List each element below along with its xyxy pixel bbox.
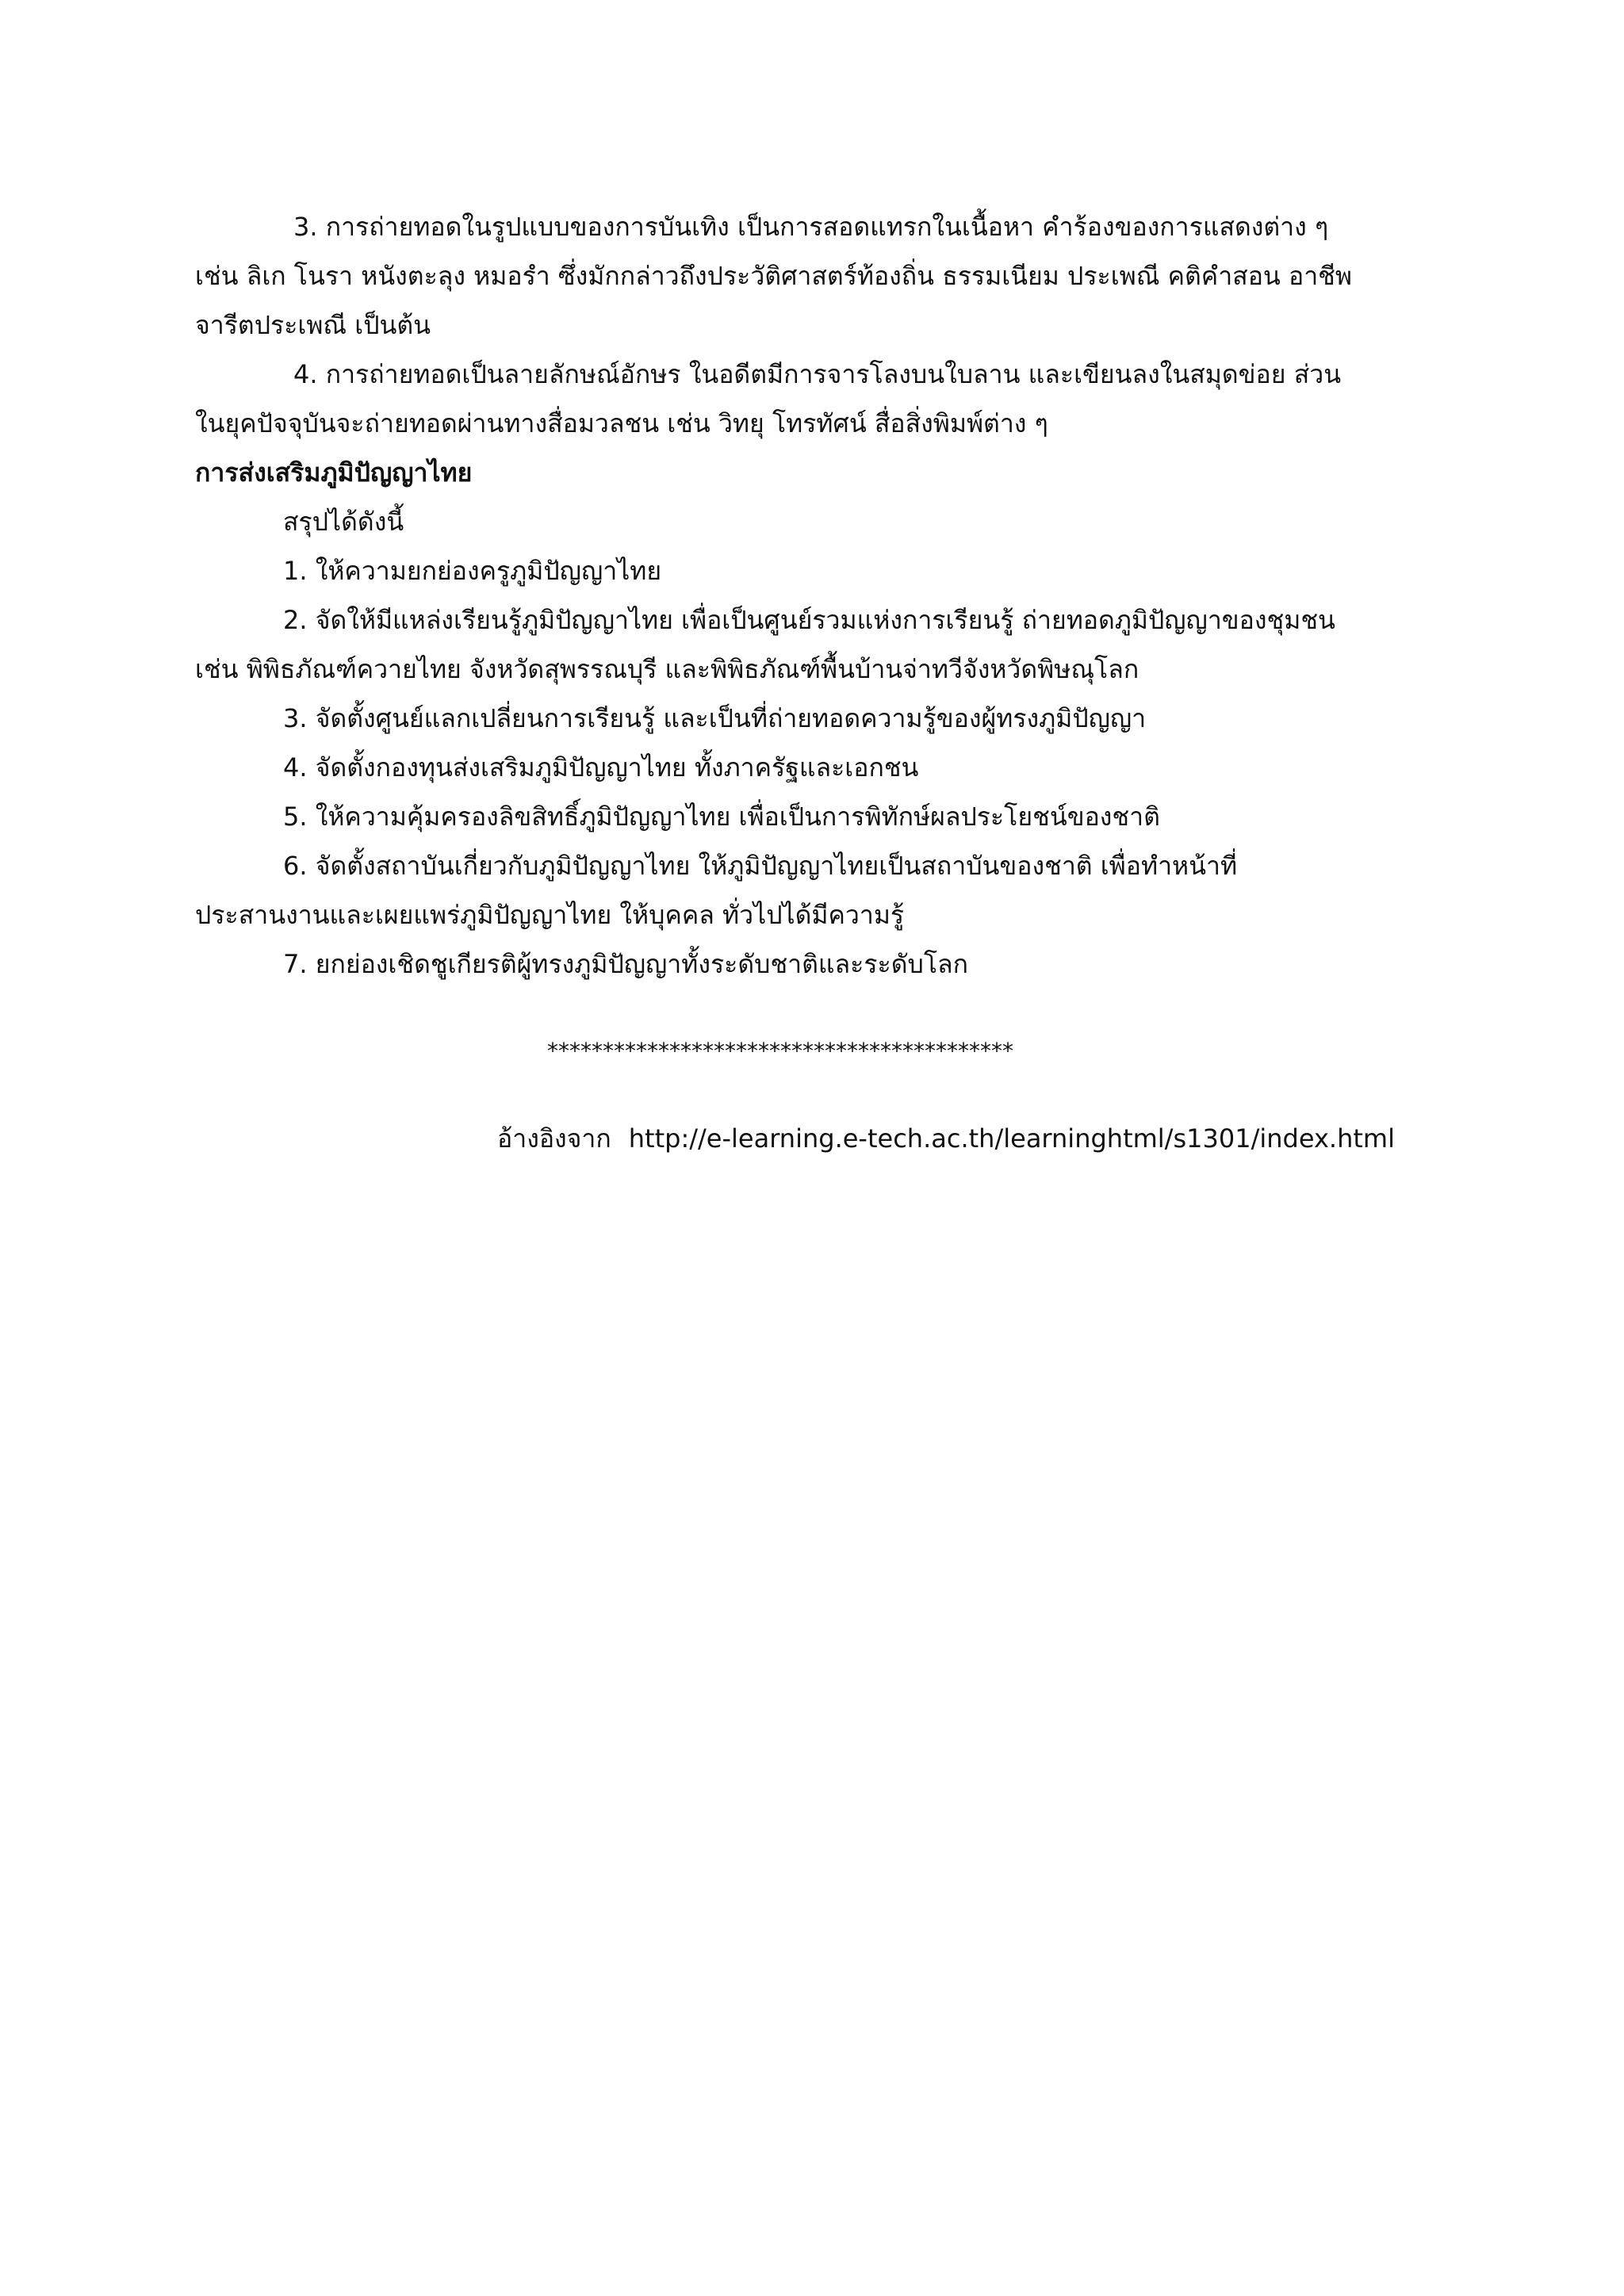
document-body (195, 202, 1444, 989)
promotion-item-3: 3. จัดตั้งศูนย์แลกเปลี่ยนการเรียนรู้ และเป็นที่ถ่ายทอดความรู้ของผู้ทรงภูมิปัญญา (283, 703, 1147, 733)
reference-label: อ้างอิงจาก (497, 1123, 611, 1154)
promotion-item-6-line-2: ประสานงานและเผยแพร่ภูมิปัญญาไทย ให้บุคคล ทั่วไปได้มีความรู้ (195, 900, 905, 930)
section-heading-promotion: การส่งเสริมภูมิปัญญาไทย (195, 457, 473, 488)
promotion-item-7: 7. ยกย่องเชิดชูเกียรติผู้ทรงภูมิปัญญาทั้งระดับชาติและระดับโลก (283, 949, 968, 979)
promotion-item-2 (195, 595, 1444, 694)
promotion-item-6 (195, 841, 1444, 939)
reference-url: http://e-learning.e-tech.ac.th/learninghtml/s1301/index.html (628, 1123, 1395, 1154)
promotion-item-6-line-1: 6. จัดตั้งสถาบันเกี่ยวกับภูมิปัญญาไทย ให้ภูมิปัญญาไทยเป็นสถาบันของชาติ เพื่อทำหน้าที่ (283, 851, 1238, 881)
promotion-item-5: 5. ให้ความคุ้มครองลิขสิทธิ์ภูมิปัญญาไทย เพื่อเป็นการพิทักษ์ผลประโยชน์ของชาติ (283, 802, 1160, 832)
transfer-item-4-line-1: 4. การถ่ายทอดเป็นลายลักษณ์อักษร ในอดีตมีการจารโลงบนใบลาน และเขียนลงในสมุดข่อย ส่วน (293, 359, 1342, 389)
promotion-item-1: 1. ให้ความยกย่องครูภูมิปัญญาไทย (283, 556, 662, 586)
promotion-item-2-line-1: 2. จัดให้มีแหล่งเรียนรู้ภูมิปัญญาไทย เพื่อเป็นศูนย์รวมแห่งการเรียนรู้ ถ่ายทอดภูมิปัญญาของชุมชน (283, 605, 1335, 635)
promotion-item-4: 4. จัดตั้งกองทุนส่งเสริมภูมิปัญญาไทย ทั้งภาครัฐและเอกชน (283, 752, 919, 783)
transfer-item-4-line-2: ในยุคปัจจุบันจะถ่ายทอดผ่านทางสื่อมวลชน เช่น วิทยุ โทรทัศน์ สื่อสิ่งพิมพ์ต่าง ๆ (195, 408, 1048, 438)
transfer-item-3-line-2: เช่น ลิเก โนรา หนังตะลุง หมอรำ ซึ่งมักกล่าวถึงประวัติศาสตร์ท้องถิ่น ธรรมเนียม ประเพณี คติคำสอน อาชีพ (195, 261, 1352, 291)
promotion-intro: สรุปได้ดังนี้ (283, 507, 404, 537)
transfer-item-3-line-3: จารีตประเพณี เป็นต้น (195, 310, 431, 340)
reference-line (497, 1114, 1395, 1163)
asterisk-divider: ****************************************** (547, 1038, 1013, 1064)
transfer-item-3 (195, 202, 1444, 350)
promotion-item-2-line-2: เช่น พิพิธภัณฑ์ควายไทย จังหวัดสุพรรณบุรี และพิพิธภัณฑ์พื้นบ้านจ่าทวีจังหวัดพิษณุโลก (195, 654, 1139, 684)
transfer-item-4 (195, 350, 1444, 448)
transfer-item-3-line-1: 3. การถ่ายทอดในรูปแบบของการบันเทิง เป็นการสอดแทรกในเนื้อหา คำร้องของการแสดงต่าง ๆ (293, 212, 1329, 242)
